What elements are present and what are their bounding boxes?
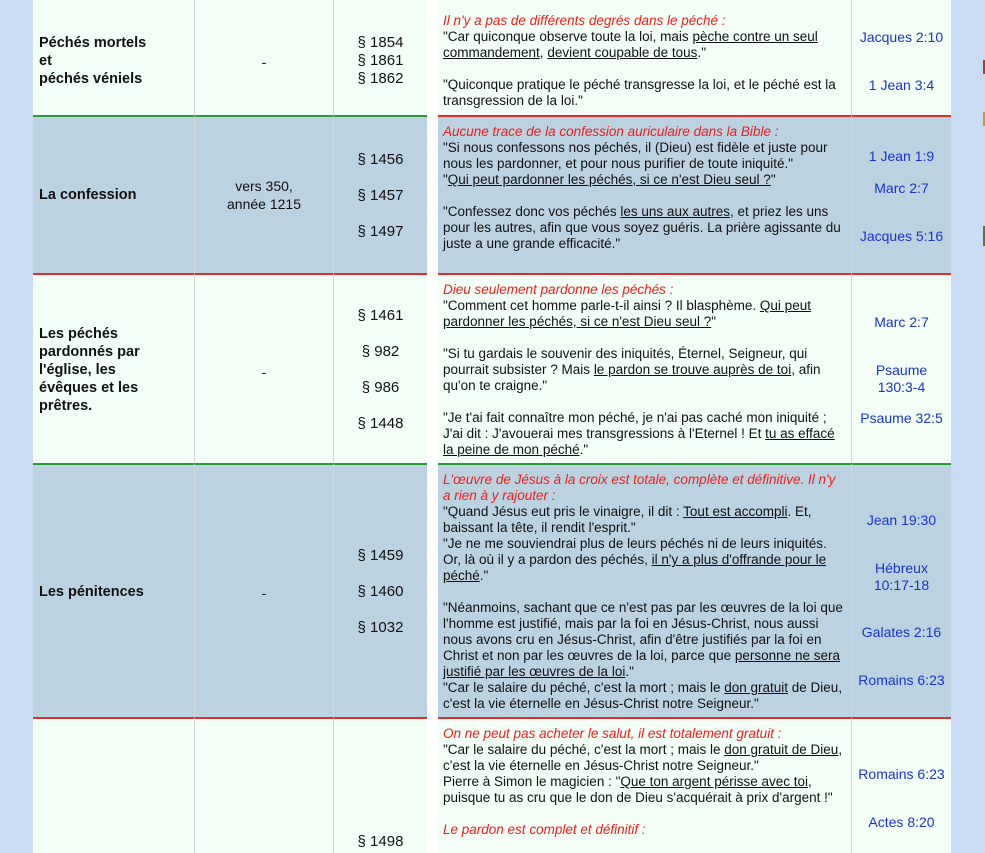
bible-reference-link[interactable]: Psaume 32:5 — [860, 410, 943, 426]
bible-text: Aucune trace de la confession auriculaire dans la Bible : "Si nous confessons nos péchés, il (Dieu) est fidèle et juste pour nous les pardonner, et pour nous purifier de toute iniquité." "Qui peut pardonner les péchés, si ce n'est Dieu seul ?" "Confessez donc vos péchés les uns aux autres, et priez les uns pour les autres, afin que vous soyez guéris. La prière agissante du juste a une grande efficacité." — [443, 124, 841, 251]
catechism-paragraph: § 1448 — [357, 415, 404, 432]
catechism-paragraph: § 1862 — [357, 70, 404, 87]
catechism-paragraph: § 982 — [361, 343, 400, 360]
bible-reference-link[interactable]: Romains 6:23 — [858, 672, 945, 688]
table-row — [33, 115, 951, 273]
row-dates: vers 350, année 1215 — [227, 178, 301, 212]
table-row — [33, 463, 951, 717]
row-dates: - — [261, 364, 267, 380]
catechism-paragraph: § 1854 — [357, 34, 404, 51]
bible-reference-link[interactable]: Marc 2:7 — [874, 314, 929, 330]
bible-text: L'œuvre de Jésus à la croix est totale, complète et définitive. Il n'y a rien à y rajouter : "Quand Jésus eut pris le vinaigre, il dit : Tout est accompli. Et, baissant la tête, il rendit l'esprit." "Je ne me souviendrai plus de leurs péchés ni de leurs iniquités. Or, là où il y a pardon des péchés, il n'y a plus d'offrande pour le péché." "Néanmoins, sachant que ce n'est pas par les œuvres de la loi que l'homme est justifié, mais par la foi en Jésus-Christ, nous aussi nous avons cru en Jésus-Christ, afin d'être justifiés par la foi en Christ et non par les œuvres de la loi, parce que personne ne sera justifié par les œuvres de la loi." "Car le salaire du péché, c'est la mort ; mais le don gratuit de Dieu, c'est la vie éternelle en Jésus-Christ notre Seigneur." — [443, 472, 843, 711]
catechism-paragraph: § 1457 — [357, 187, 404, 204]
bible-reference-link[interactable]: Jean 19:30 — [866, 512, 937, 528]
bible-reference-link[interactable]: Jacques 2:10 — [859, 29, 944, 45]
bible-reference-link[interactable]: 1 Jean 3:4 — [868, 77, 935, 93]
catechism-paragraph: § 1461 — [357, 307, 404, 324]
bible-reference-link[interactable]: Jacques 5:16 — [859, 228, 944, 244]
bible-reference-link[interactable]: Marc 2:7 — [874, 180, 929, 196]
catechism-paragraph: § 986 — [361, 379, 400, 396]
bible-reference-link[interactable]: Psaume 130:3-4 — [875, 362, 928, 395]
bible-reference-link[interactable]: Actes 8:20 — [868, 814, 935, 830]
catechism-paragraph: § 1032 — [357, 619, 404, 636]
bible-text: Dieu seulement pardonne les péchés : "Comment cet homme parle-t-il ainsi ? Il blasphème. Qui peut pardonner les péchés, si ce n'est Dieu seul ?" "Si tu gardais le souvenir des iniquités, Éternel, Seigneur, qui pourrait subsister ? Mais le pardon se trouve auprès de toi, afin qu'on te craigne." "Je t'ai fait connaître mon péché, je n'ai pas caché mon iniquité ; J'ai dit : J'avouerai mes transgressions à l'Eternel ! Et tu as effacé la peine de mon péché." — [443, 282, 835, 457]
catechism-paragraph: § 1460 — [357, 583, 404, 600]
bible-text: Il n'y a pas de différents degrés dans le péché : "Car quiconque observe toute la loi, mais pèche contre un seul commandement, devient coupable de tous." "Quiconque pratique le péché transgresse la loi, et le péché est la transgression de la loi." — [443, 13, 836, 108]
row-title: La confession — [39, 187, 137, 203]
catechism-paragraph: § 1459 — [357, 547, 404, 564]
catechism-paragraph: § 1498 — [357, 833, 404, 850]
bible-reference-link[interactable]: Galates 2:16 — [861, 624, 942, 640]
page-margin-left — [0, 0, 33, 853]
row-dates: - — [261, 585, 267, 601]
bible-reference-link[interactable]: Hébreux 10:17-18 — [873, 560, 930, 593]
row-title: Péchés mortels et péchés véniels — [39, 35, 147, 87]
table-row — [33, 717, 951, 853]
bible-reference-link[interactable]: Romains 6:23 — [858, 766, 945, 782]
catechism-paragraph: § 1861 — [357, 52, 404, 69]
bible-reference-link[interactable]: 1 Jean 1:9 — [868, 148, 935, 164]
page-margin-right — [951, 0, 985, 853]
catechism-paragraph: § 1497 — [357, 223, 404, 240]
table-row — [33, 273, 951, 463]
catechism-paragraph: § 1456 — [357, 151, 404, 168]
row-title: Les pénitences — [39, 584, 144, 600]
row-dates: - — [261, 54, 267, 70]
bible-text: On ne peut pas acheter le salut, il est totalement gratuit : "Car le salaire du péché, c'est la mort ; mais le don gratuit de Dieu, c'est la vie éternelle en Jésus-Christ notre Seigneur." Pierre à Simon le magicien : "Que ton argent périsse avec toi, puisque tu as cru que le don de Dieu s'acquérait à prix d'argent !" Le pardon est complet et définitif : — [443, 726, 843, 837]
column-gap — [427, 0, 438, 853]
row-title: Les péchés pardonnés par l'église, les évêques et les prêtres. — [39, 326, 140, 414]
table-row — [33, 0, 951, 115]
comparison-table — [33, 0, 951, 853]
